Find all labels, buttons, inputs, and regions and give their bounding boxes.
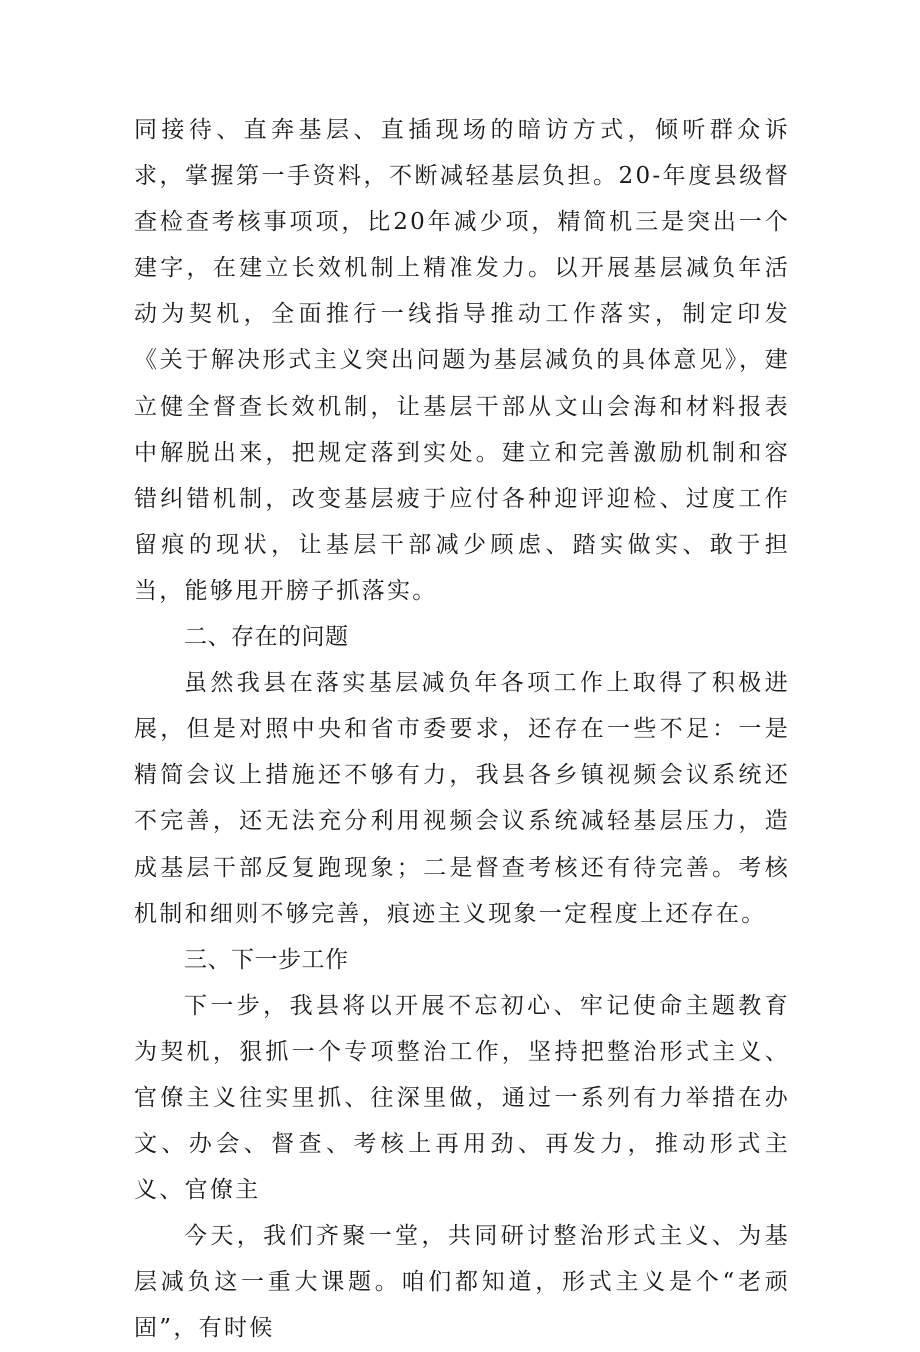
paragraph-continuation: 同接待、直奔基层、直插现场的暗访方式，倾听群众诉求，掌握第一手资料，不断减轻基层负担。20-年度县级督查检查考核事项项，比20年减少项，精简机三是突出一个建字，在建立长效机制上精准发力。以开展基层减负年活动为契机，全面推行一线指导推动工作落实，制定印发《关于解决形式主义突出问题为基层减负的具体意见》，建立健全督查长效机制，让基层干部从文山会海和材料报表中解脱出来，把规定落到实处。建立和完善激励机制和容错纠错机制，改变基层疲于应付各种迎评迎检、过度工作留痕的现状，让基层干部减少顾虑、踏实做实、敢于担当，能够甩开膀子抓落实。	[134, 117, 790, 604]
paragraph-speech-intro: 今天，我们齐聚一堂，共同研讨整治形式主义、为基层减负这一重大课题。咱们都知道，形式主义是个“老顽固”，有时候	[134, 1223, 790, 1342]
paragraph-problems: 虽然我县在落实基层减负年各项工作上取得了积极进展，但是对照中央和省市委要求，还存在一些不足：一是精简会议上措施还不够有力，我县各乡镇视频会议系统还不完善，还无法充分利用视频会议系统减轻基层压力，造成基层干部反复跑现象；二是督查考核还有待完善。考核机制和细则不够完善，痕迹主义现象一定程度上还存在。	[134, 670, 790, 927]
document-body	[134, 107, 790, 1352]
section-heading-next-steps: 三、下一步工作	[184, 946, 349, 973]
paragraph-next-steps: 下一步，我县将以开展不忘初心、牢记使命主题教育为契机，狠抓一个专项整治工作，坚持把整治形式主义、官僚主义往实里抓、往深里做，通过一系列有力举措在办文、办会、督查、考核上再用劲、再发力，推动形式主义、官僚主	[134, 992, 790, 1204]
section-heading-problems: 二、存在的问题	[184, 624, 349, 651]
